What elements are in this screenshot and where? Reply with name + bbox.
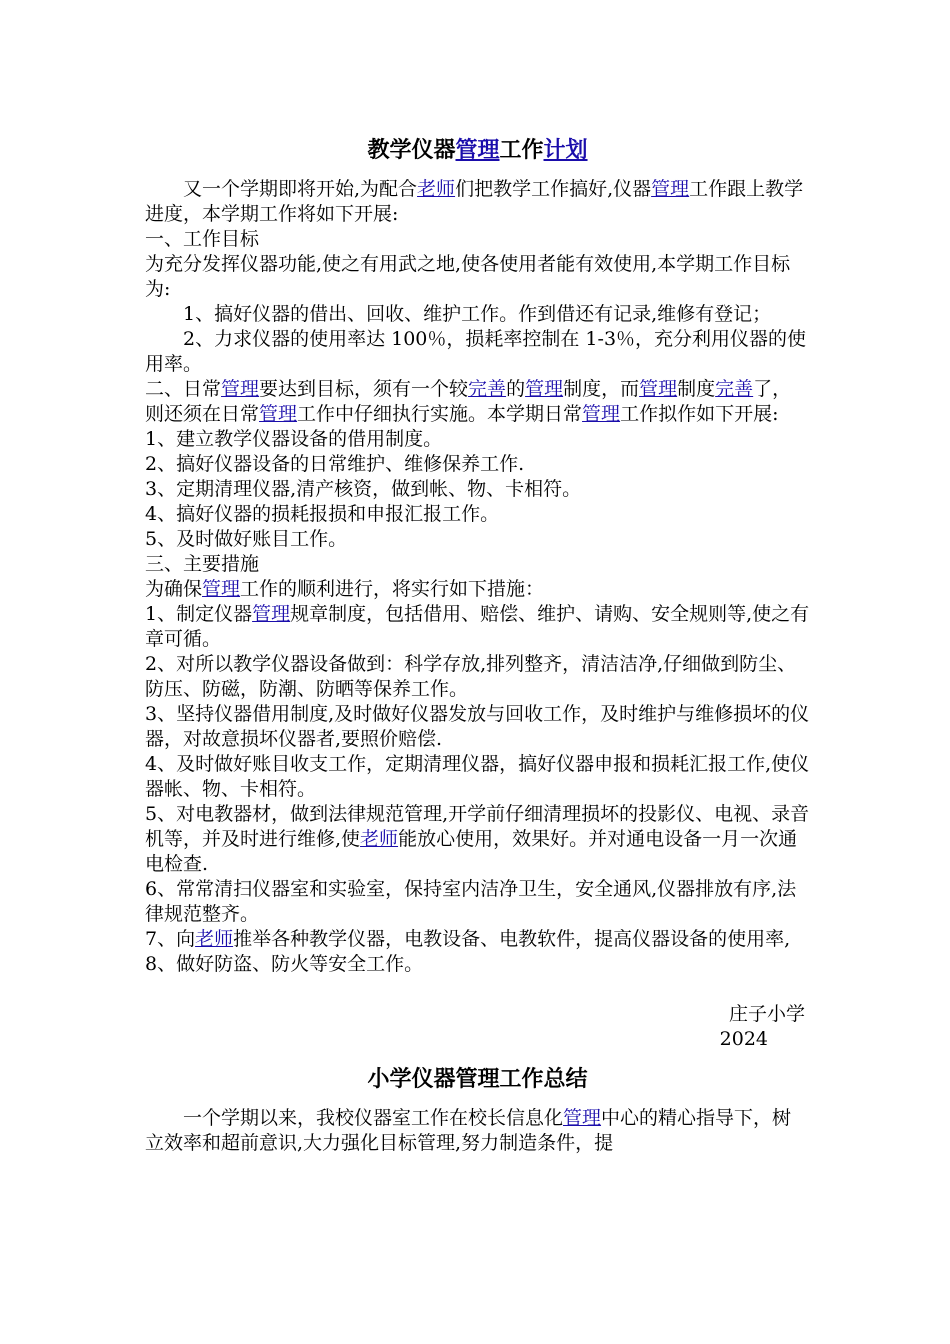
plan-title: 教学仪器管理工作计划 [367,137,588,163]
summary-title: 小学仪器管理工作总结 [367,1066,588,1092]
measure-item-4: 4、及时做好账目收支工作，定期清理仪器，搞好仪器申报和损耗汇报工作,使仪器帐、物、卡相符。 [145,753,810,800]
link-guanli[interactable]: 管理 [651,178,690,200]
spacer [145,977,810,1002]
signature-year: 2024 [719,1028,768,1050]
document-body [145,133,810,1156]
list-item: 3、定期清理仪器,清产核资，做到帐、物、卡相符。 [145,478,582,500]
list-item: 2、搞好仪器设备的日常维护、维修保养工作. [145,453,525,475]
list-item: 5、及时做好账目工作。 [145,528,348,550]
link-wanshan[interactable]: 完善 [468,378,507,400]
section-1-heading: 一、工作目标 [145,228,260,250]
link-laoshi[interactable]: 老师 [360,828,399,850]
link-guanli[interactable]: 管理 [582,403,621,425]
section-3-intro: 为确保管理工作的顺利进行，将实行如下措施： [145,578,545,600]
link-guanli[interactable]: 管理 [259,403,298,425]
measure-item-1: 1、制定仪器管理规章制度，包括借用、赔偿、维护、请购、安全规则等,使之有章可循。 [145,603,810,650]
link-guanli[interactable]: 管理 [202,578,241,600]
intro-paragraph: 又一个学期即将开始,为配合老师们把教学工作搞好,仪器管理工作跟上教学进度，本学期工作将如下开展: [145,178,804,225]
section-3-heading: 三、主要措施 [145,553,260,575]
measure-item-8: 8、做好防盗、防火等安全工作。 [145,953,424,975]
link-laoshi[interactable]: 老师 [195,928,234,950]
link-guanli[interactable]: 管理 [563,1107,602,1129]
measure-item-6: 6、常常清扫仪器室和实验室，保持室内洁净卫生，安全通风,仪器排放有序,法律规范整齐。 [145,878,797,925]
summary-paragraph: 一个学期以来，我校仪器室工作在校长信息化管理中心的精心指导下，树立效率和超前意识,大力强化目标管理,努力制造条件，提 [145,1107,792,1154]
link-guanli[interactable]: 管理 [252,603,291,625]
link-guanli[interactable]: 管理 [455,137,500,163]
measure-item-5: 5、对电教器材，做到法律规范管理,开学前仔细清理损坏的投影仪、电视、录音机等，并及时进行维修,使老师能放心使用，效果好。并对通电设备一月一次通电检查. [145,803,810,875]
list-item: 4、搞好仪器的损耗报损和申报汇报工作。 [145,503,500,525]
link-laoshi[interactable]: 老师 [417,178,456,200]
link-guanli[interactable]: 管理 [221,378,260,400]
list-item: 1、建立教学仪器设备的借用制度。 [145,428,443,450]
signature-school: 庄子小学 [728,1003,805,1025]
measure-item-3: 3、坚持仪器借用制度,及时做好仪器发放与回收工作，及时维护与维修损坏的仪器，对故意损坏仪器者,要照价赔偿. [145,703,810,750]
measure-item-7: 7、向老师推举各种教学仪器，电教设备、电教软件，提高仪器设备的使用率, [145,928,791,950]
goal-item-1: 1、搞好仪器的借出、回收、维护工作。作到借还有记录,维修有登记； [183,303,772,325]
section-2-paragraph: 二、日常管理要达到目标，须有一个较完善的管理制度，而管理制度完善了，则还须在日常管理工作中仔细执行实施。本学期日常管理工作拟作如下开展: [145,378,792,425]
link-jihua[interactable]: 计划 [543,137,588,163]
link-guanli[interactable]: 管理 [639,378,678,400]
link-wanshan[interactable]: 完善 [715,378,754,400]
measure-item-2: 2、对所以教学仪器设备做到：科学存放,排列整齐，清洁洁净,仔细做到防尘、防压、防磁，防潮、防晒等保养工作。 [145,653,797,700]
goal-item-2: 2、力求仪器的使用率达 100％，损耗率控制在 1-3％，充分利用仪器的使用率。 [145,328,807,375]
link-guanli[interactable]: 管理 [525,378,564,400]
section-1-text: 为充分发挥仪器功能,使之有用武之地,使各使用者能有效使用,本学期工作目标为: [145,253,791,300]
